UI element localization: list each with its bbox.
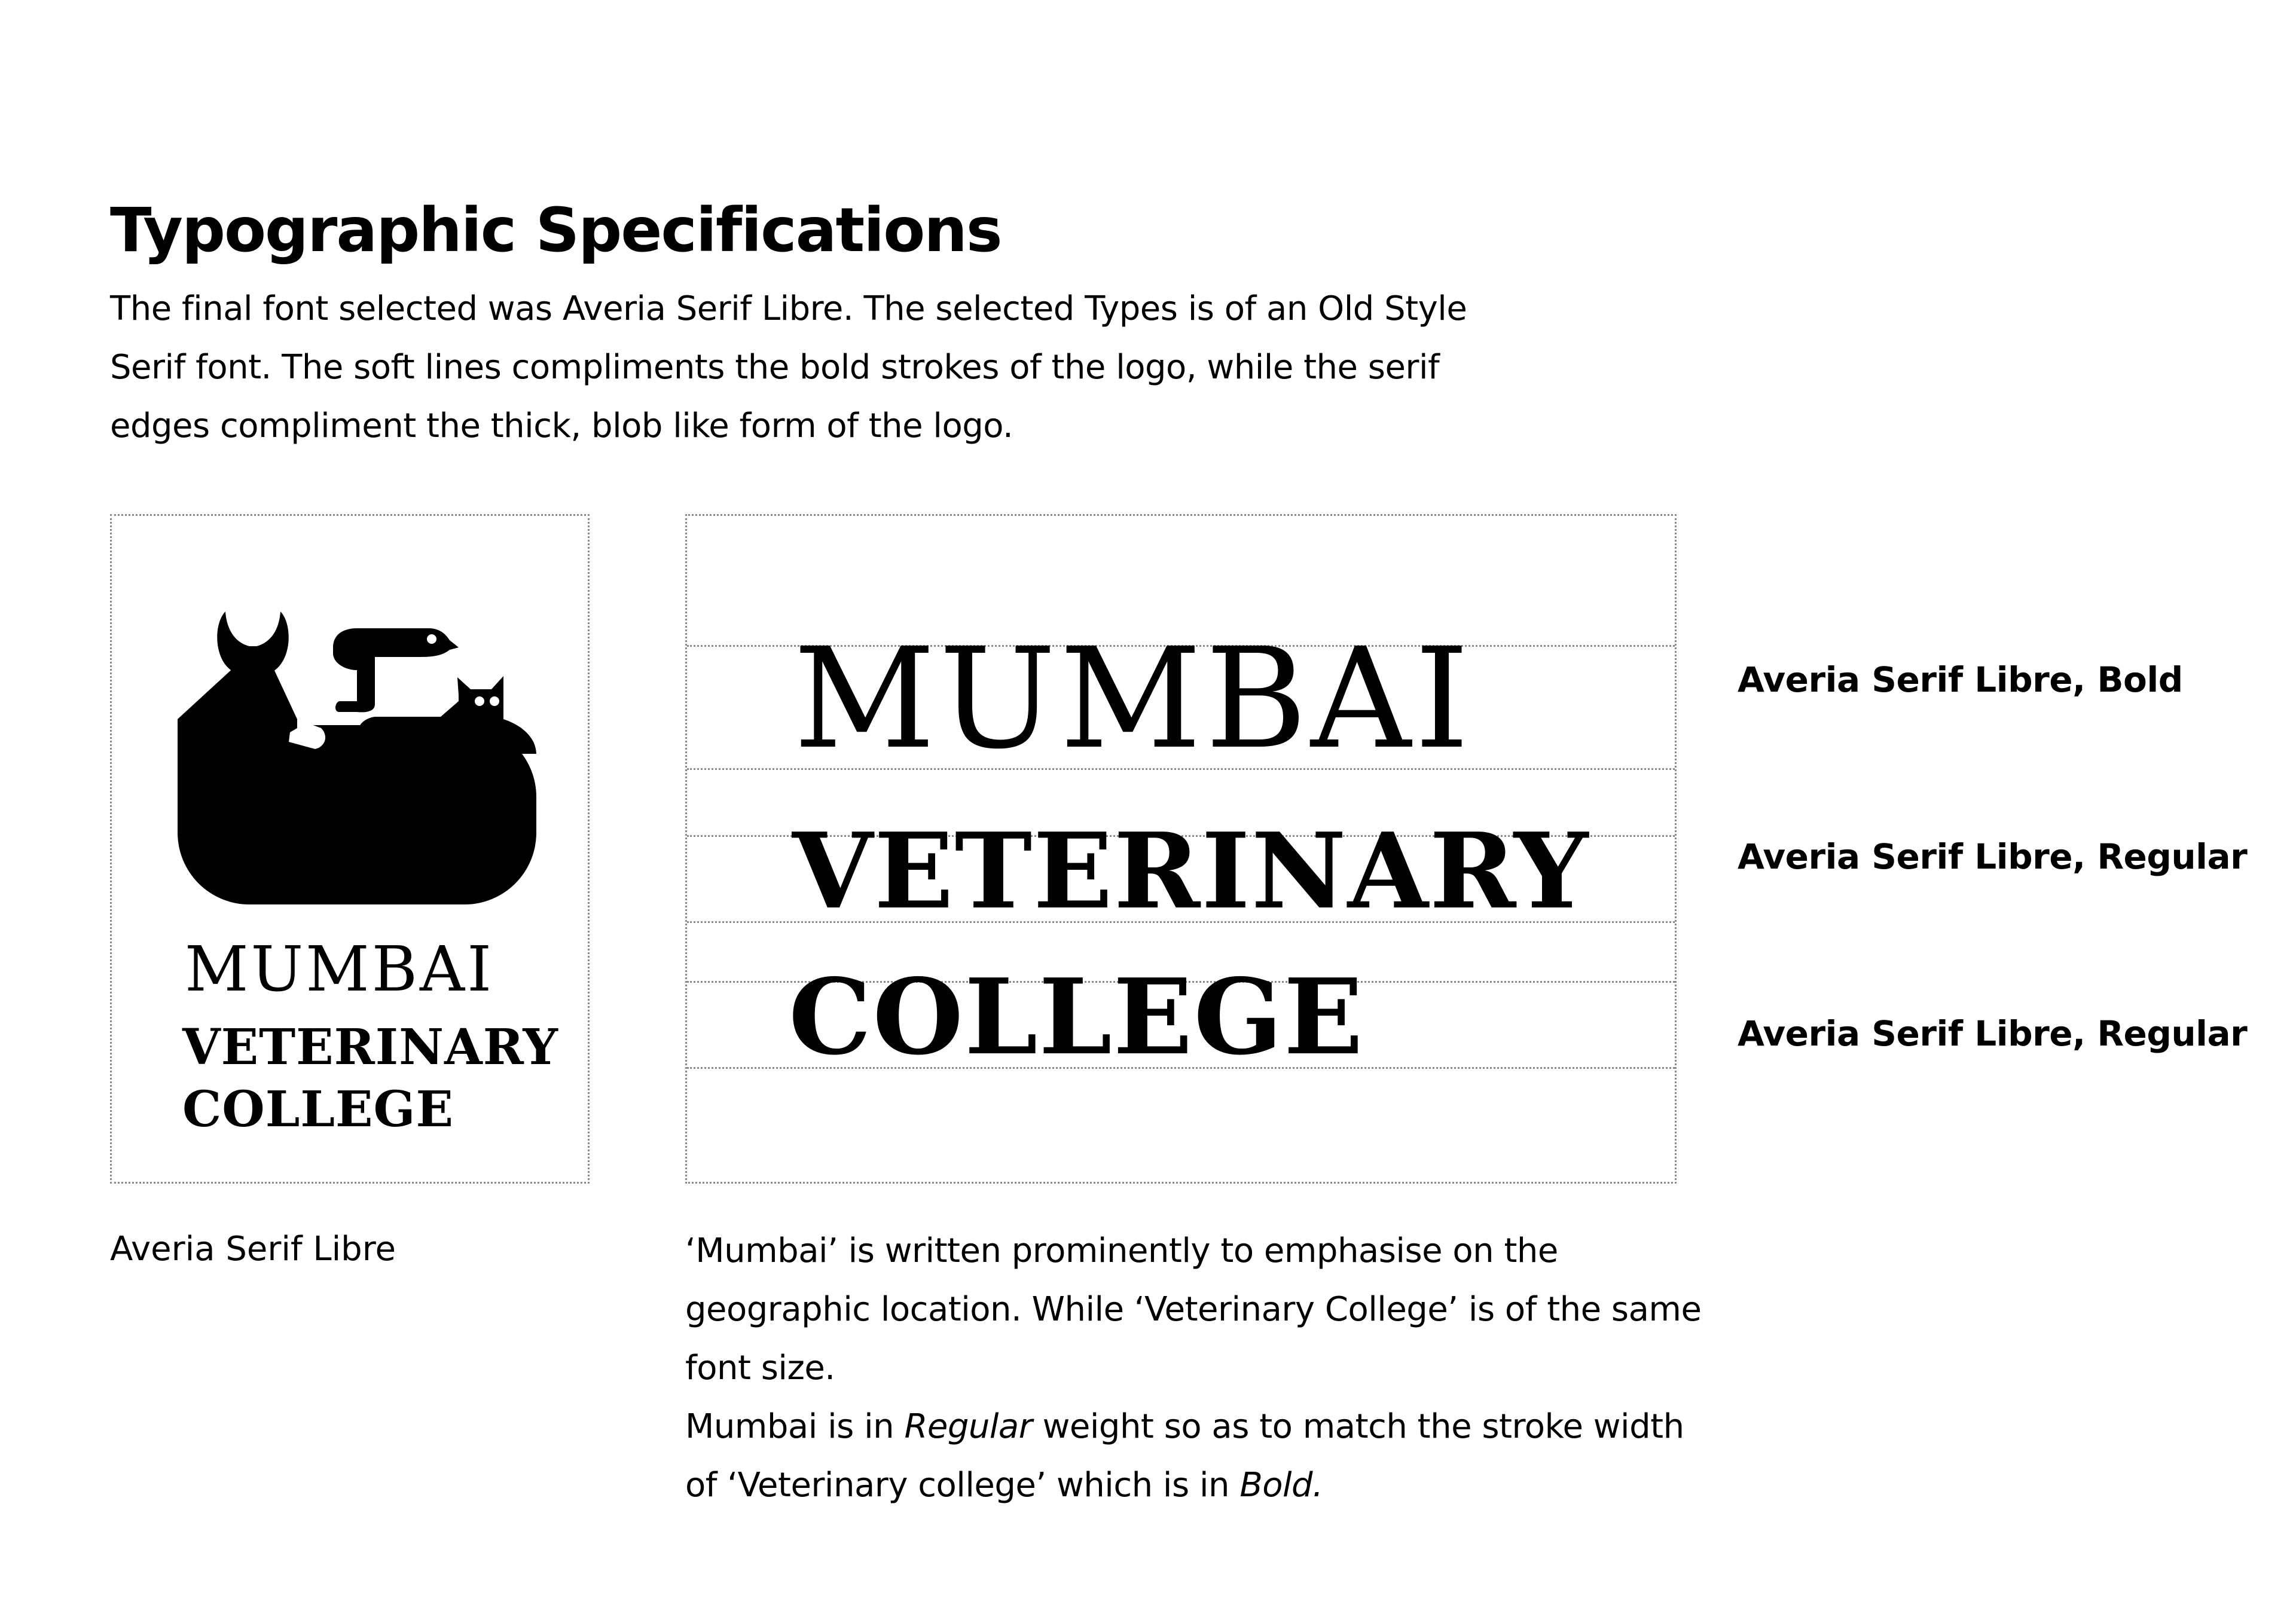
description <box>685 1222 1702 1515</box>
type-specimen-panel <box>685 514 1677 1184</box>
intro-paragraph: The final font selected was Averia Serif Libre. The selected Types is of an Old Style Serif font. The soft lines compliments the bold strokes of the logo, while the serif edges compliment the thick, blob like form of the logo. <box>110 289 1467 445</box>
font-label-line3: Averia Serif Libre, Regular <box>1738 1013 2248 1054</box>
desc-text: Mumbai is in <box>685 1407 905 1446</box>
logo-word-college: COLLEGE <box>182 1081 454 1138</box>
description-paragraph-2 <box>685 1398 1702 1515</box>
font-label-line1: Averia Serif Libre, Bold <box>1738 659 2183 700</box>
cow-cat-bird-logo-icon <box>178 600 536 910</box>
desc-emphasis-bold: Bold. <box>1239 1466 1323 1505</box>
specimen-word-veterinary: VETERINARY <box>792 811 1590 933</box>
logo-panel <box>110 514 590 1184</box>
specimen-word-college: COLLEGE <box>789 956 1364 1078</box>
page-title: Typographic Specifications <box>110 195 1002 266</box>
logo-word-mumbai: MUMBAI <box>185 933 494 1005</box>
font-caption: Averia Serif Libre <box>110 1230 396 1269</box>
specimen-word-mumbai: MUMBAI <box>793 618 1473 780</box>
desc-emphasis-regular: Regular <box>904 1407 1033 1446</box>
font-label-line2: Averia Serif Libre, Regular <box>1738 836 2248 877</box>
desc-text: weight so as to match the stroke width of ‘Veterinary college’ which is in <box>685 1407 1684 1505</box>
description-paragraph-1: ‘Mumbai’ is written prominently to emphasise on the geographic location. While ‘Veterinary College’ is of the same font size. <box>685 1231 1702 1387</box>
logo-word-veterinary: VETERINARY <box>182 1019 558 1076</box>
